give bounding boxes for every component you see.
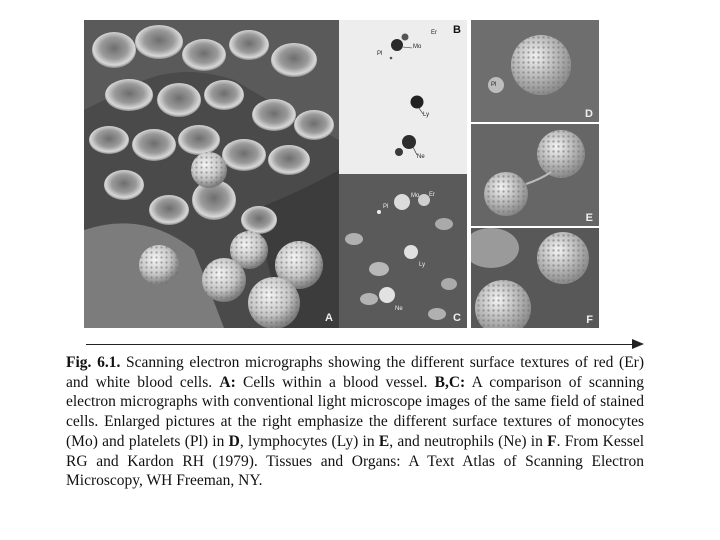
caption-text-6: . From Kessel RG and Kardon RH (1979). Tissues and Organs: A Text Atlas of Scanning Electron Microscopy, WH Freeman, NY.	[66, 432, 644, 490]
panel-f-letter: F	[586, 314, 593, 326]
caption-label-e: E	[378, 432, 390, 450]
panel-e-letter: E	[585, 212, 593, 224]
panel-b-letter: B	[453, 24, 461, 36]
caption-label-a: A:	[219, 373, 236, 391]
panel-c-label-er: Er	[429, 192, 435, 198]
panel-d-micrograph	[471, 20, 599, 122]
panel-b-label-ne: Ne	[417, 154, 425, 160]
panel-c-letter: C	[453, 312, 461, 324]
panel-a-micrograph	[84, 20, 339, 328]
panel-b-light-micrograph	[339, 20, 467, 174]
caption-text-5: , and neutrophils (Ne) in	[389, 432, 548, 450]
panel-a-letter: A	[325, 312, 333, 324]
panel-b-label-ly: Ly	[423, 112, 430, 118]
figure-caption	[66, 353, 644, 491]
panel-c-label-mo: Mo	[411, 193, 420, 199]
divider-arrow-line	[86, 344, 636, 345]
panel-c-label-ly: Ly	[419, 262, 426, 268]
panel-d-letter: D	[585, 108, 593, 120]
caption-label-d: D	[228, 432, 240, 450]
panel-b-label-pl: Pl	[377, 51, 383, 57]
panel-d-label-pl: Pl	[491, 82, 497, 88]
caption-text-3: A comparison of scanning electron micrographs with conventional light microscope images of the same field of stained cells. Enlarged pictures at the right emphasize the different surface textures of monocytes (Mo) and platelets (Pl) in	[66, 373, 645, 450]
panel-f-micrograph	[471, 228, 599, 328]
caption-label-bc: B,C:	[434, 373, 466, 391]
caption-text-4: , lymphocytes (Ly) in	[239, 432, 379, 450]
micrograph-figure	[84, 20, 599, 328]
panel-b-label-mo: Mo	[413, 44, 422, 50]
divider-arrow-head	[632, 339, 644, 349]
caption-text-1: Scanning electron micrographs showing the different surface textures of red (Er) and white blood cells.	[66, 354, 644, 391]
caption-label-f: F	[547, 432, 557, 450]
caption-text-2: Cells within a blood vessel.	[235, 373, 435, 391]
panel-c-label-ne: Ne	[395, 306, 403, 312]
caption-fig-label: Fig. 6.1.	[66, 354, 121, 371]
panel-c-scanning-micrograph	[339, 174, 467, 328]
panel-b-label-er: Er	[431, 30, 437, 36]
panel-c-label-pl: Pl	[383, 204, 389, 210]
panel-e-micrograph	[471, 124, 599, 226]
